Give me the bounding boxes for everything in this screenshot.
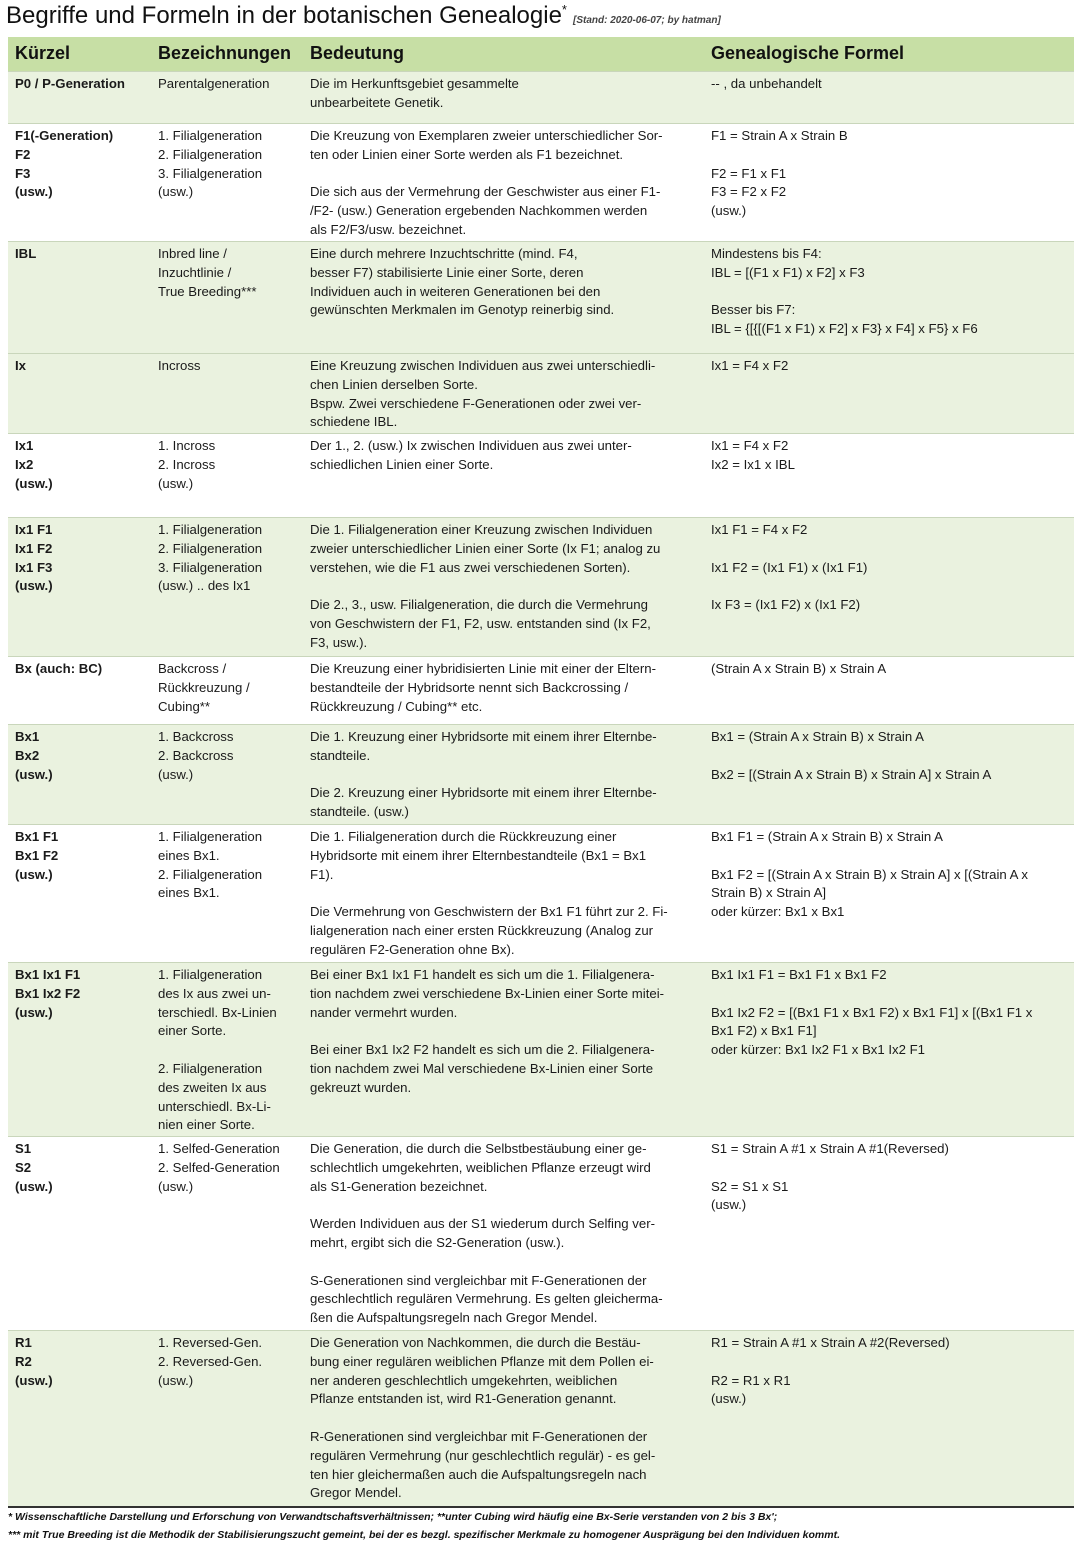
table-row (8, 724, 1074, 825)
cell-bezeichnung: 1. Reversed-Gen. 2. Reversed-Gen. (usw.) (158, 1335, 263, 1388)
cell-bezeichnung: Inbred line / Inzuchtlinie / True Breeding*** (158, 246, 257, 299)
cell-kuerzel: F1(-Generation) F2 F3 (usw.) (15, 128, 114, 200)
cell-bedeutung: Die Generation, die durch die Selbstbestäubung einer ge- schlechtlich umgekehrten, weiblichen Pflanze erzeugt wird als S1-Generation bezeichnet. Werden Individuen aus der S1 wiederum durch Selfing ver- mehrt, ergibt sich die S2-Generation (usw.). S-Generationen sind vergleichbar mit F-Generationen der geschlechtlich regulären Vermehrung. Es gelten gleicherma- ßen die Aufspaltungsregeln nach Gregor Mendel. (310, 1141, 663, 1326)
cell-formel: -- , da unbehandelt (711, 76, 822, 91)
cell-bezeichnung: 1. Filialgeneration 2. Filialgeneration 3. Filialgeneration (usw.) (158, 128, 263, 200)
cell-bezeichnung: 1. Backcross 2. Backcross (usw.) (158, 729, 234, 782)
footnote-1: * Wissenschaftliche Darstellung und Erforschung von Verwandtschaftsverhältnissen; **unter Cubing wird häufig eine Bx-Serie verstanden von 2 bis 3 Bx'; (8, 1511, 778, 1523)
cell-kuerzel: R1 R2 (usw.) (15, 1335, 53, 1388)
header-bezeichnungen: Bezeichnungen (158, 43, 292, 63)
cell-bezeichnung: Parentalgeneration (158, 76, 270, 91)
cell-formel: R1 = Strain A #1 x Strain A #2(Reversed) R2 = R1 x R1 (usw.) (711, 1335, 950, 1407)
cell-bedeutung: Eine Kreuzung zwischen Individuen aus zwei unterschiedli- chen Linien derselben Sorte. Bspw. Zwei verschiedene F-Generationen oder zwei ver- schiedene IBL. (310, 358, 656, 430)
cell-bezeichnung: 1. Filialgeneration eines Bx1. 2. Filialgeneration eines Bx1. (158, 829, 263, 901)
cell-kuerzel: Ix1 Ix2 (usw.) (15, 438, 53, 491)
title-text: Begriffe und Formeln in der botanischen Genealogie (6, 2, 562, 29)
table-row (8, 71, 1074, 124)
cell-formel: F1 = Strain A x Strain B F2 = F1 x F1 F3 = F2 x F2 (usw.) (711, 128, 848, 219)
table-row (8, 517, 1074, 657)
cell-formel: Ix1 F1 = F4 x F2 Ix1 F2 = (Ix1 F1) x (Ix1 F1) Ix F3 = (Ix1 F2) x (Ix1 F2) (711, 522, 868, 613)
table-row (8, 1136, 1074, 1331)
table-row (8, 241, 1074, 354)
table-row (8, 962, 1074, 1137)
cell-formel: (Strain A x Strain B) x Strain A (711, 661, 887, 676)
cell-kuerzel: Bx1 F1 Bx1 F2 (usw.) (15, 829, 59, 882)
cell-formel: Mindestens bis F4: IBL = [(F1 x F1) x F2] x F3 Besser bis F7: IBL = {[{[(F1 x F1) x F2] x F3} x F4] x F5} x F6 (711, 246, 978, 337)
cell-bedeutung: Der 1., 2. (usw.) Ix zwischen Individuen aus zwei unter- schiedlichen Linien einer Sorte. (310, 438, 632, 472)
cell-kuerzel: Bx (auch: BC) (15, 661, 103, 676)
cell-formel: Bx1 = (Strain A x Strain B) x Strain A Bx2 = [(Strain A x Strain B) x Strain A] x Strain A (711, 729, 992, 782)
page-title (6, 2, 721, 30)
header-bedeutung: Bedeutung (310, 43, 404, 63)
cell-formel: Ix1 = F4 x F2 Ix2 = Ix1 x IBL (711, 438, 795, 472)
footnote-2: *** mit True Breeding ist die Methodik der Stabilisierungszucht gemeint, bei der es bezgl. spezifischer Merkmale zu homogener Ausprägung bei den Individuen kommt. (8, 1529, 840, 1541)
footnotes (8, 1506, 1074, 1544)
cell-bezeichnung: 1. Filialgeneration 2. Filialgeneration 3. Filialgeneration (usw.) .. des Ix1 (158, 522, 263, 594)
table-row (8, 656, 1074, 725)
table-header (8, 37, 1074, 73)
cell-kuerzel: Bx1 Bx2 (usw.) (15, 729, 53, 782)
cell-formel: S1 = Strain A #1 x Strain A #1(Reversed) S2 = S1 x S1 (usw.) (711, 1141, 949, 1213)
cell-bedeutung: Die Generation von Nachkommen, die durch die Bestäu- bung einer regulären weiblichen Pflanze mit dem Pollen ei- ner anderen geschlechtlich umgekehrten, weiblichen Pflanze entstanden ist, wird R1-Generation genannt. R-Generationen sind vergleichbar mit F-Generationen der regulären Vermehrung (nur geschlechtlich regulär) - es gel- ten hier gleichermaßen auch die Aufspaltungsregeln nach Gregor Mendel. (310, 1335, 656, 1501)
cell-formel: Bx1 Ix1 F1 = Bx1 F1 x Bx1 F2 Bx1 Ix2 F2 = [(Bx1 F1 x Bx1 F2) x Bx1 F1] x [(Bx1 F1 x Bx1 F2) x Bx1 F1] oder kürzer: Bx1 Ix2 F1 x Bx1 Ix2 F1 (711, 967, 1033, 1058)
cell-kuerzel: S1 S2 (usw.) (15, 1141, 53, 1194)
cell-bedeutung: Die Kreuzung einer hybridisierten Linie mit einer der Eltern- bestandteile der Hybridsorte nennt sich Backcrossing / Rückkreuzung / Cubing** etc. (310, 661, 656, 714)
table-row (8, 824, 1074, 963)
cell-bedeutung: Bei einer Bx1 Ix1 F1 handelt es sich um die 1. Filialgenera- tion nachdem zwei verschiedene Bx-Linien einer Sorte mitei- nander vermehrt wurden. Bei einer Bx1 Ix2 F2 handelt es sich um die 2. Filialgenera- tion nachdem zwei Mal verschiedene Bx-Linien einer Sorte gekreuzt wurden. (310, 967, 665, 1095)
table-row (8, 353, 1074, 434)
table-row (8, 433, 1074, 518)
title-footnote-mark: * (561, 2, 567, 17)
cell-bezeichnung: 1. Filialgeneration des Ix aus zwei un- terschiedl. Bx-Linien einer Sorte. 2. Filialgeneration des zweiten Ix aus unterschiedl. Bx-Li- nien einer Sorte. (158, 967, 277, 1133)
stand-note: [Stand: 2020-06-07; by hatman] (572, 15, 721, 26)
cell-kuerzel: Ix (15, 358, 26, 373)
cell-kuerzel: Ix1 F1 Ix1 F2 Ix1 F3 (usw.) (15, 522, 53, 594)
cell-bezeichnung: Backcross / Rückkreuzung / Cubing** (158, 661, 250, 714)
cell-bezeichnung: 1. Incross 2. Incross (usw.) (158, 438, 216, 491)
cell-bezeichnung: 1. Selfed-Generation 2. Selfed-Generation (usw.) (158, 1141, 280, 1194)
cell-kuerzel: P0 / P-Generation (15, 76, 125, 91)
header-kuerzel: Kürzel (15, 43, 71, 63)
cell-bedeutung: Eine durch mehrere Inzuchtschritte (mind. F4, besser F7) stabilisierte Linie einer Sorte, deren Individuen auch in weiteren Generationen bei den gewünschten Merkmalen im Genotyp reinerbig sind. (310, 246, 615, 318)
cell-formel: Ix1 = F4 x F2 (711, 358, 789, 373)
cell-formel: Bx1 F1 = (Strain A x Strain B) x Strain A Bx1 F2 = [(Strain A x Strain B) x Strain A] x [(Strain A x Strain B) x Strain A] oder kürzer: Bx1 x Bx1 (711, 829, 1028, 920)
table-row (8, 1330, 1074, 1507)
cell-kuerzel: IBL (15, 246, 37, 261)
cell-bedeutung: Die 1. Filialgeneration einer Kreuzung zwischen Individuen zweier unterschiedlicher Linien einer Sorte (Ix F1; analog zu verstehen, wie die F1 aus zwei verschiedenen Sorten). Die 2., 3., usw. Filialgeneration, die durch die Vermehrung von Geschwistern der F1, F2, usw. entstanden sind (Ix F2, F3, usw.). (310, 522, 661, 650)
cell-bedeutung: Die 1. Kreuzung einer Hybridsorte mit einem ihrer Elternbe- standteile. Die 2. Kreuzung einer Hybridsorte mit einem ihrer Elternbe- standteile. (usw.) (310, 729, 657, 820)
cell-bedeutung: Die 1. Filialgeneration durch die Rückkreuzung einer Hybridsorte mit einem ihrer Elternbestandteile (Bx1 = Bx1 F1). Die Vermehrung von Geschwistern der Bx1 F1 führt zur 2. Fi- lialgeneration nach einer ersten Rückkreuzung (Analog zur regulären F2-Generation ohne Bx). (310, 829, 668, 957)
cell-bedeutung: Die Kreuzung von Exemplaren zweier unterschiedlicher Sor- ten oder Linien einer Sorte werden als F1 bezeichnet. Die sich aus der Vermehrung der Geschwister aus einer F1- /F2- (usw.) Generation ergebenden Nachkommen werden als F2/F3/usw. bezeichnet. (310, 128, 663, 237)
cell-kuerzel: Bx1 Ix1 F1 Bx1 Ix2 F2 (usw.) (15, 967, 81, 1020)
header-formel: Genealogische Formel (711, 43, 905, 63)
table-row (8, 123, 1074, 242)
cell-bedeutung: Die im Herkunftsgebiet gesammelte unbearbeitete Genetik. (310, 76, 519, 110)
cell-bezeichnung: Incross (158, 358, 201, 373)
